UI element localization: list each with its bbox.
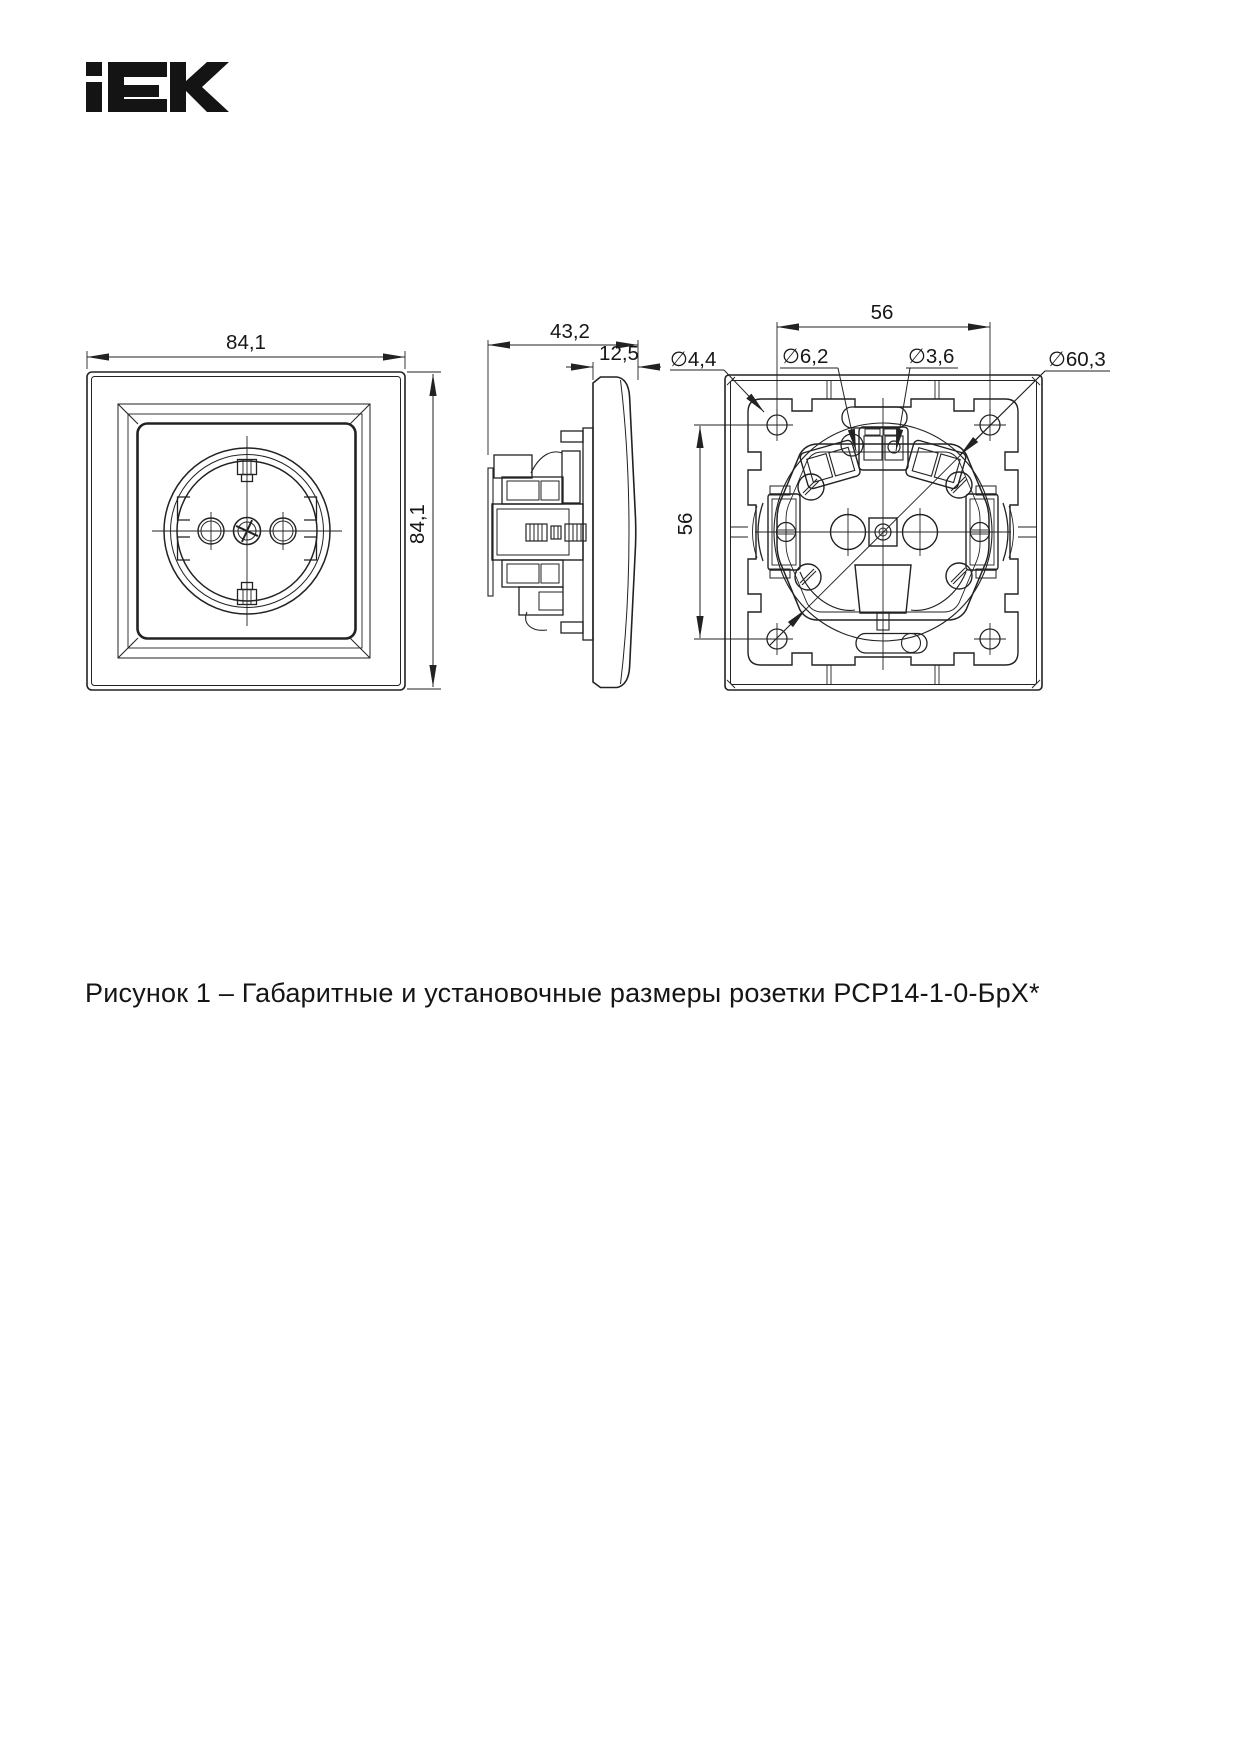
- figure-caption: Рисунок 1 – Габаритные и установочные размеры розетки РСР14-1-0-БрХ*: [85, 978, 1040, 1008]
- dim-mount-span-vertical: [674, 425, 769, 639]
- side-view: [488, 320, 661, 688]
- terminal-top-center: [859, 427, 908, 470]
- tab-hole-small: [888, 441, 900, 453]
- dim-label-claw-hole: ∅4,4: [670, 348, 717, 371]
- dim-label-tab-hole-small: ∅3,6: [908, 345, 955, 368]
- dim-cover-depth: [566, 342, 661, 380]
- dim-tab-hole-small: [896, 345, 958, 451]
- dim-label-mount-span-horizontal: 56: [870, 301, 894, 324]
- dim-label-front-width: 84,1: [226, 331, 266, 354]
- dim-label-mount-span-vertical: 56: [674, 512, 697, 536]
- terminal-screws: [795, 472, 972, 590]
- mechanism-profile: [488, 451, 586, 630]
- front-view: [87, 331, 441, 690]
- dim-front-height: [406, 372, 441, 689]
- dim-side-depth: [488, 320, 638, 455]
- dim-label-cover-depth: 12,5: [599, 342, 639, 365]
- back-view: [670, 301, 1110, 690]
- dim-tab-hole-large: [780, 345, 856, 451]
- dim-label-side-depth: 43,2: [550, 320, 590, 343]
- terminal-screws-profile: [526, 524, 586, 541]
- dim-label-front-height: 84,1: [406, 504, 429, 544]
- dim-label-mechanism-diameter: ∅60,3: [1048, 348, 1106, 371]
- dim-front-width: [87, 331, 405, 369]
- mounting-tab: [842, 407, 907, 428]
- dim-label-tab-hole-large: ∅6,2: [782, 345, 829, 368]
- socket-face: [152, 436, 342, 626]
- bottom-slot: [856, 634, 927, 654]
- cover-profile: [593, 377, 636, 688]
